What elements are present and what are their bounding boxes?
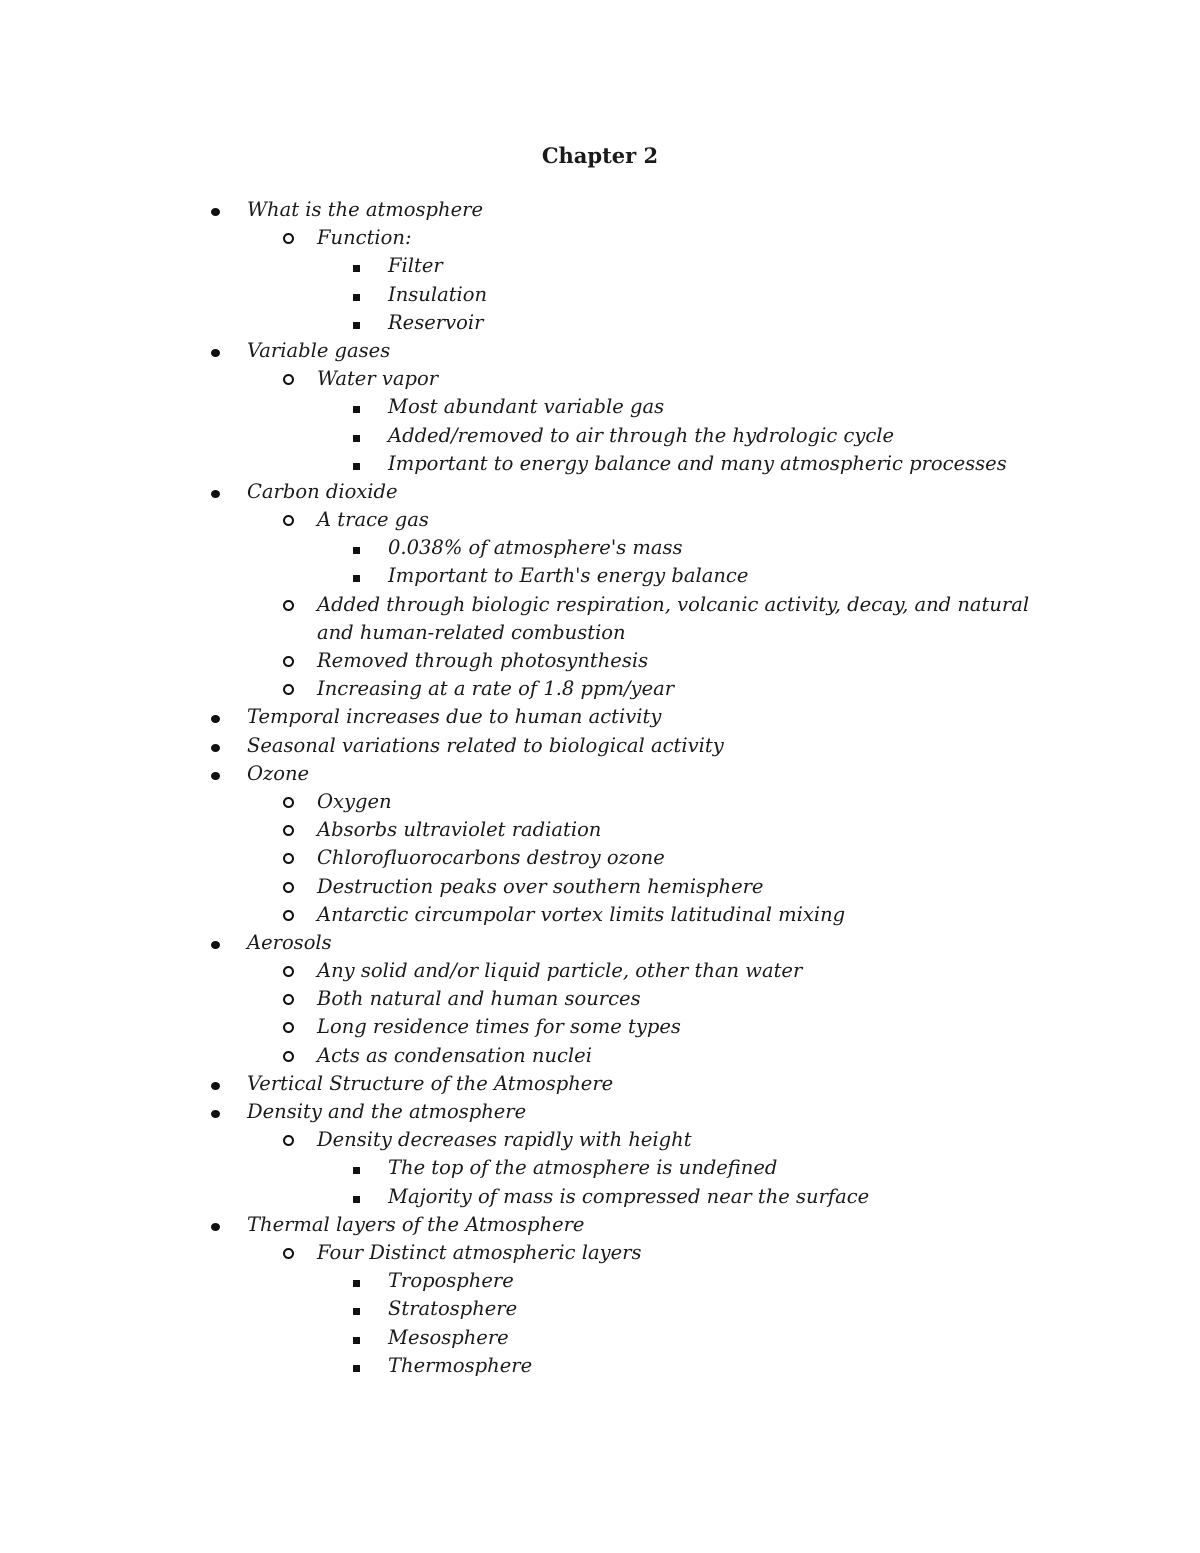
list-item-text: Thermal layers of the Atmosphere — [247, 1212, 585, 1236]
list-item-level-2 — [0, 957, 1200, 985]
hollow-bullet-icon — [283, 957, 294, 985]
list-item-level-3 — [0, 1295, 1200, 1323]
list-item-text: Vertical Structure of the Atmosphere — [247, 1071, 614, 1095]
list-item-level-2 — [0, 788, 1200, 816]
list-item-text: Thermosphere — [388, 1353, 533, 1377]
list-item-level-2 — [0, 675, 1200, 703]
hollow-bullet-icon — [283, 591, 294, 619]
list-item-level-3 — [0, 1154, 1200, 1182]
list-item-text: Absorbs ultraviolet radiation — [317, 818, 602, 842]
list-item-level-3 — [0, 1324, 1200, 1352]
hollow-bullet-icon — [283, 224, 294, 252]
square-bullet-icon — [353, 281, 360, 309]
list-item-text: Added/removed to air through the hydrologic cycle — [388, 423, 895, 447]
list-item-level-1 — [0, 732, 1200, 760]
list-item-text: A trace gas — [317, 508, 429, 532]
list-item-level-2 — [0, 873, 1200, 901]
list-item-level-2 — [0, 844, 1200, 872]
list-item-level-1 — [0, 478, 1200, 506]
list-item-level-3 — [0, 252, 1200, 280]
list-item-level-3 — [0, 534, 1200, 562]
hollow-bullet-icon — [283, 1126, 294, 1154]
list-item-level-1 — [0, 760, 1200, 788]
list-item-text: Acts as condensation nuclei — [317, 1043, 592, 1067]
list-item-text: Ozone — [247, 761, 310, 785]
list-item-text: Added through biologic respiration, volcanic activity, decay, and natural and human-related combustion — [317, 592, 1030, 644]
filled-bullet-icon — [211, 1098, 220, 1126]
square-bullet-icon — [353, 450, 360, 478]
list-item-level-2 — [0, 901, 1200, 929]
list-item-level-2 — [0, 816, 1200, 844]
list-item-text: Carbon dioxide — [247, 479, 398, 503]
square-bullet-icon — [353, 252, 360, 280]
list-item-level-3 — [0, 562, 1200, 590]
list-item-text: Reservoir — [388, 310, 484, 334]
list-item-text: Seasonal variations related to biological activity — [247, 733, 724, 757]
list-item-level-1 — [0, 1211, 1200, 1239]
bulleted-outline — [0, 196, 1200, 1380]
square-bullet-icon — [353, 422, 360, 450]
hollow-bullet-icon — [283, 816, 294, 844]
list-item-level-3 — [0, 281, 1200, 309]
list-item-text: Variable gases — [247, 338, 391, 362]
list-item-level-2 — [0, 647, 1200, 675]
square-bullet-icon — [353, 562, 360, 590]
hollow-bullet-icon — [283, 1042, 294, 1070]
square-bullet-icon — [353, 1154, 360, 1182]
filled-bullet-icon — [211, 1070, 220, 1098]
list-item-level-1 — [0, 1098, 1200, 1126]
list-item-level-1 — [0, 1070, 1200, 1098]
filled-bullet-icon — [211, 760, 220, 788]
page-title: Chapter 2 — [541, 143, 659, 168]
filled-bullet-icon — [211, 732, 220, 760]
list-item-text: Increasing at a rate of 1.8 ppm/year — [317, 677, 675, 701]
filled-bullet-icon — [211, 929, 220, 957]
square-bullet-icon — [353, 1267, 360, 1295]
list-item-text: Destruction peaks over southern hemisphere — [317, 874, 764, 898]
list-item-level-1 — [0, 337, 1200, 365]
list-item-text: Filter — [388, 254, 443, 278]
list-item-text: Antarctic circumpolar vortex limits latitudinal mixing — [317, 902, 846, 926]
list-item-text: Majority of mass is compressed near the surface — [388, 1184, 870, 1208]
square-bullet-icon — [353, 1352, 360, 1380]
filled-bullet-icon — [211, 1211, 220, 1239]
filled-bullet-icon — [211, 478, 220, 506]
list-item-text: Density decreases rapidly with height — [317, 1128, 692, 1152]
hollow-bullet-icon — [283, 365, 294, 393]
hollow-bullet-icon — [283, 1013, 294, 1041]
list-item-level-2 — [0, 1239, 1200, 1267]
list-item-level-1 — [0, 929, 1200, 957]
list-item-text: Both natural and human sources — [317, 987, 641, 1011]
filled-bullet-icon — [211, 703, 220, 731]
list-item-text: Stratosphere — [388, 1297, 518, 1321]
list-item-level-2 — [0, 365, 1200, 393]
list-item-level-3 — [0, 309, 1200, 337]
list-item-text: Removed through photosynthesis — [317, 649, 649, 673]
list-item-text: Temporal increases due to human activity — [247, 705, 662, 729]
hollow-bullet-icon — [283, 901, 294, 929]
list-item-level-2 — [0, 506, 1200, 534]
list-item-level-3 — [0, 1183, 1200, 1211]
list-item-text: Four Distinct atmospheric layers — [317, 1240, 642, 1264]
list-item-level-2 — [0, 1126, 1200, 1154]
list-item-level-3 — [0, 393, 1200, 421]
hollow-bullet-icon — [283, 844, 294, 872]
list-item-level-1 — [0, 703, 1200, 731]
list-item-level-3 — [0, 1352, 1200, 1380]
list-item-level-2 — [0, 224, 1200, 252]
list-item-text: Any solid and/or liquid particle, other than water — [317, 959, 803, 983]
list-item-level-3 — [0, 1267, 1200, 1295]
hollow-bullet-icon — [283, 506, 294, 534]
list-item-text: Oxygen — [317, 789, 392, 813]
hollow-bullet-icon — [283, 675, 294, 703]
square-bullet-icon — [353, 393, 360, 421]
list-item-level-2 — [0, 1013, 1200, 1041]
square-bullet-icon — [353, 1295, 360, 1323]
list-item-text: Chlorofluorocarbons destroy ozone — [317, 846, 665, 870]
list-item-level-2 — [0, 591, 1200, 647]
square-bullet-icon — [353, 1324, 360, 1352]
list-item-text: Mesosphere — [388, 1325, 509, 1349]
square-bullet-icon — [353, 534, 360, 562]
list-item-text: Important to Earth's energy balance — [388, 564, 749, 588]
list-item-text: 0.038% of atmosphere's mass — [388, 536, 683, 560]
hollow-bullet-icon — [283, 1239, 294, 1267]
list-item-text: What is the atmosphere — [247, 198, 483, 221]
list-item-level-3 — [0, 450, 1200, 478]
list-item-text: Insulation — [388, 282, 488, 306]
list-item-text: Density and the atmosphere — [247, 1100, 527, 1124]
list-item-text: Aerosols — [247, 930, 332, 954]
filled-bullet-icon — [211, 196, 220, 224]
list-item-level-2 — [0, 985, 1200, 1013]
list-item-level-1 — [0, 196, 1200, 224]
filled-bullet-icon — [211, 337, 220, 365]
list-item-level-2 — [0, 1042, 1200, 1070]
hollow-bullet-icon — [283, 873, 294, 901]
square-bullet-icon — [353, 309, 360, 337]
list-item-text: Long residence times for some types — [317, 1015, 681, 1039]
hollow-bullet-icon — [283, 985, 294, 1013]
hollow-bullet-icon — [283, 788, 294, 816]
list-item-text: Troposphere — [388, 1269, 514, 1293]
list-item-text: The top of the atmosphere is undefined — [388, 1156, 778, 1180]
list-item-text: Important to energy balance and many atmospheric processes — [388, 451, 1007, 475]
list-item-text: Function: — [317, 226, 412, 250]
hollow-bullet-icon — [283, 647, 294, 675]
list-item-level-3 — [0, 422, 1200, 450]
square-bullet-icon — [353, 1183, 360, 1211]
list-item-text: Most abundant variable gas — [388, 395, 665, 419]
list-item-text: Water vapor — [317, 367, 439, 391]
